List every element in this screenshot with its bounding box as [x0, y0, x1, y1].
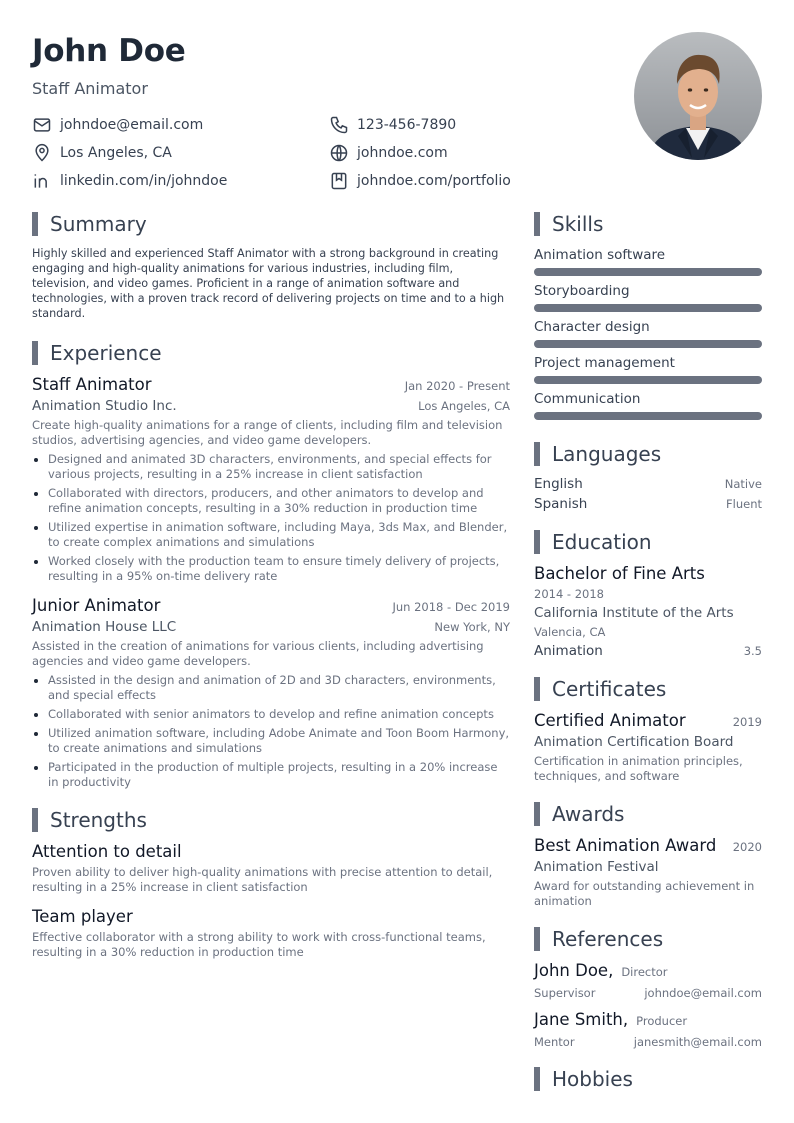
job-entry: [32, 375, 510, 584]
list-item: • Assisted in the design and animation of 2D and 3D characters, environments, and special effects: [48, 673, 510, 703]
skill-item: Communication: [534, 390, 762, 420]
hobbies-heading: Hobbies: [534, 1065, 762, 1093]
contact-location: [32, 143, 329, 163]
list-item: • Collaborated with directors, producers, and other animators to develop and refine animation concepts, resulting in a 30% reduction in production time: [48, 486, 510, 516]
summary-heading: Summary: [32, 210, 510, 238]
edu-dates: 2014 - 2018: [534, 587, 604, 601]
job-title: Staff Animator: [32, 375, 152, 394]
contact-info: [32, 111, 532, 195]
list-item: • Utilized expertise in animation software, including Maya, 3ds Max, and Blender, to create complex animations and simulations: [48, 520, 510, 550]
job-bullets: [32, 452, 510, 584]
contact-email[interactable]: [32, 115, 329, 135]
website-text: johndoe.com: [357, 145, 448, 161]
side-column: [534, 210, 762, 1101]
skill-level-bar: [534, 340, 762, 348]
list-item: • Worked closely with the production team to ensure timely delivery of projects, resulting in a 95% on-time delivery rate: [48, 554, 510, 584]
edu-gpa: 3.5: [743, 644, 762, 658]
experience-heading: Experience: [32, 339, 510, 367]
skill-item: Project management: [534, 354, 762, 384]
skill-item: Character design: [534, 318, 762, 348]
education-entry: [534, 564, 762, 659]
email-text: johndoe@email.com: [60, 117, 204, 133]
map-pin-icon: [32, 143, 52, 163]
references-heading: References: [534, 925, 762, 953]
job-description: Create high-quality animations for a range of clients, including film and television studios, advertising agencies, and video game developers.: [32, 418, 503, 447]
summary-text: Highly skilled and experienced Staff Animator with a strong background in creating engaging and high-quality animations for various industries, including film, television, and video games. Proficient in a range of animation software and technologies, with a proven track record of delivering projects on time and to a high standard.: [32, 247, 505, 320]
job-dates: Jun 2018 - Dec 2019: [392, 600, 510, 614]
job-bullets: [32, 673, 510, 790]
strength-item: [32, 907, 510, 960]
candidate-title: Staff Animator: [32, 79, 148, 98]
skill-level-bar: [534, 268, 762, 276]
strength-item: [32, 842, 510, 895]
skill-level-bar: [534, 412, 762, 420]
phone-icon: [329, 115, 349, 135]
job-title: Junior Animator: [32, 596, 161, 615]
skill-level-bar: [534, 304, 762, 312]
job-entry: [32, 596, 510, 790]
strength-title: Team player: [32, 907, 133, 926]
portfolio-text: johndoe.com/portfolio: [357, 173, 511, 189]
strength-title: Attention to detail: [32, 842, 182, 861]
reference-email[interactable]: johndoe@email.com: [644, 986, 762, 1000]
certificates-heading: Certificates: [534, 675, 762, 703]
job-company: Animation House LLC: [32, 619, 177, 635]
profile-photo: [634, 32, 762, 160]
skill-level-bar: [534, 376, 762, 384]
list-item: • Designed and animated 3D characters, environments, and special effects for various projects, resulting in a 25% increase in client satisfaction: [48, 452, 510, 482]
job-description: Assisted in the creation of animations for various clients, including advertising agencies and video game developers.: [32, 639, 484, 668]
contact-website[interactable]: [329, 143, 448, 163]
edu-location: Valencia, CA: [534, 625, 606, 639]
job-company: Animation Studio Inc.: [32, 398, 177, 414]
reference-item: Jane Smith, Producer Mentor janesmith@email.com: [534, 1010, 762, 1049]
strength-desc: Effective collaborator with a strong ability to work with cross-functional teams, resulting in a 30% reduction in production time: [32, 930, 486, 959]
strength-desc: Proven ability to deliver high-quality animations with precise attention to detail, resulting in a 25% increase in client satisfaction: [32, 865, 493, 894]
globe-icon: [329, 143, 349, 163]
contact-linkedin[interactable]: [32, 171, 329, 191]
reference-email[interactable]: janesmith@email.com: [633, 1035, 762, 1049]
mail-icon: [32, 115, 52, 135]
location-text: Los Angeles, CA: [60, 145, 172, 161]
language-item: English Native: [534, 476, 762, 492]
list-item: • Participated in the production of multiple projects, resulting in a 20% increase in productivity: [48, 760, 510, 790]
main-column: [32, 210, 510, 972]
skill-item: Animation software: [534, 246, 762, 276]
contact-portfolio[interactable]: [329, 171, 511, 191]
education-heading: Education: [534, 528, 762, 556]
edu-degree: Bachelor of Fine Arts: [534, 564, 705, 583]
award-item: Best Animation Award 2020 Animation Festival Award for outstanding achievement in animation: [534, 836, 762, 908]
language-item: Spanish Fluent: [534, 496, 762, 512]
awards-heading: Awards: [534, 800, 762, 828]
reference-item: John Doe, Director Supervisor johndoe@email.com: [534, 961, 762, 1000]
edu-field: Animation: [534, 643, 603, 659]
edu-school: California Institute of the Arts: [534, 605, 734, 621]
candidate-name: John Doe: [32, 33, 186, 69]
job-location: New York, NY: [434, 620, 510, 634]
languages-heading: Languages: [534, 440, 762, 468]
resume-header: [32, 30, 592, 100]
list-item: • Utilized animation software, including Adobe Animate and Toon Boom Harmony, to create animations and simulations: [48, 726, 510, 756]
certificate-item: Certified Animator 2019 Animation Certification Board Certification in animation principles, techniques, and software: [534, 711, 762, 783]
phone-text: 123-456-7890: [357, 117, 457, 133]
bookmark-icon: [329, 171, 349, 191]
linkedin-text: linkedin.com/in/johndoe: [60, 173, 228, 189]
job-location: Los Angeles, CA: [418, 399, 510, 413]
contact-phone[interactable]: [329, 115, 456, 135]
linkedin-icon: [32, 171, 52, 191]
skills-heading: Skills: [534, 210, 762, 238]
skill-item: Storyboarding: [534, 282, 762, 312]
job-dates: Jan 2020 - Present: [404, 379, 510, 393]
list-item: • Collaborated with senior animators to develop and refine animation concepts: [48, 707, 510, 722]
strengths-heading: Strengths: [32, 806, 510, 834]
